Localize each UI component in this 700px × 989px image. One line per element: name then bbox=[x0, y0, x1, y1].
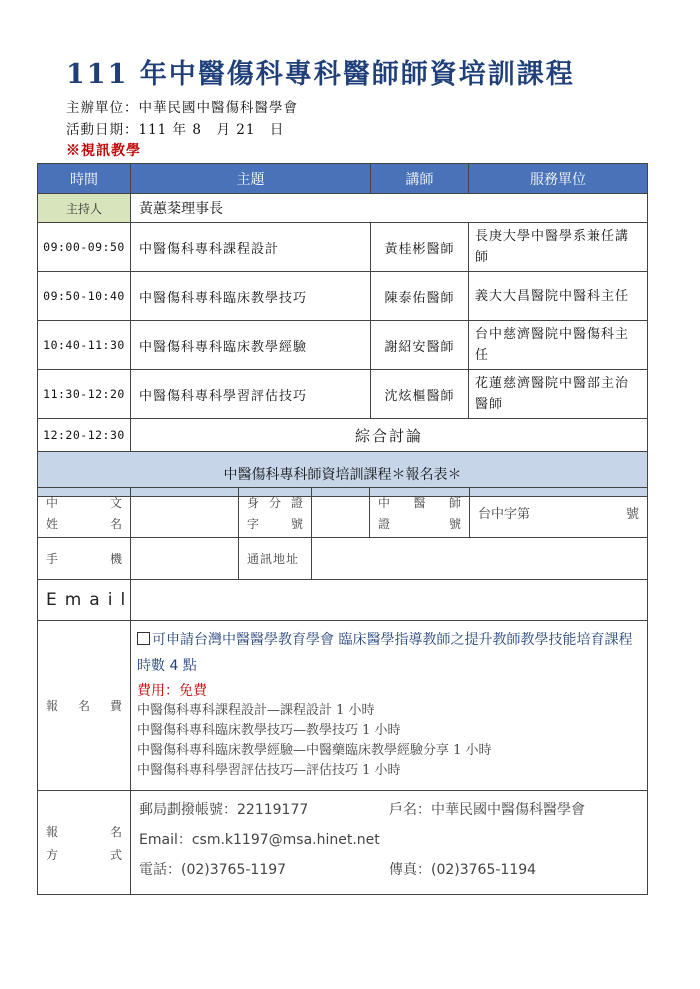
fee-cell bbox=[131, 621, 648, 791]
credit-checkbox[interactable] bbox=[137, 632, 150, 645]
fee-item: 中醫傷科專科臨床教學技巧—教學技巧 1 小時 bbox=[137, 723, 401, 738]
session-instructor: 黃桂彬醫師 bbox=[371, 223, 469, 272]
session-time: 10:40-11:30 bbox=[38, 321, 131, 370]
session-instructor: 謝紹安醫師 bbox=[371, 321, 469, 370]
contact-tel: 電話：(02)3765-1197 bbox=[139, 862, 287, 878]
fee-cost: 費用：免費 bbox=[137, 683, 207, 699]
event-date: 活動日期：111 年 8 月 21 日 bbox=[66, 122, 285, 138]
session-org: 台中慈濟醫院中醫傷科主任 bbox=[469, 321, 648, 370]
session-org: 花蓮慈濟醫院中醫部主治醫師 bbox=[469, 370, 648, 419]
fee-item: 中醫傷科專科臨床教學經驗—中醫藥臨床教學經驗分享 1 小時 bbox=[137, 743, 492, 758]
session-topic: 中醫傷科專科課程設計 bbox=[131, 223, 371, 272]
session-time: 11:30-12:20 bbox=[38, 370, 131, 419]
session-org: 長庚大學中醫學系兼任講師 bbox=[469, 223, 648, 272]
registration-form-title: 中醫傷科專科師資培訓課程＊報名表＊ bbox=[38, 452, 648, 497]
session-topic: 中醫傷科專科學習評估技巧 bbox=[131, 370, 371, 419]
id-label: 身 分 證 字 號 bbox=[239, 488, 312, 538]
host-name: 黃蕙棻理事長 bbox=[131, 194, 648, 223]
phone-label: 手 機 bbox=[38, 538, 131, 580]
account-name: 戶名：中華民國中醫傷科醫學會 bbox=[389, 802, 585, 818]
address-field[interactable] bbox=[312, 538, 648, 580]
header-topic: 主題 bbox=[131, 164, 371, 194]
postal-account: 郵局劃撥帳號：22119177 bbox=[139, 802, 309, 818]
email-label: Email bbox=[38, 580, 131, 621]
page-title: 111 年中醫傷科專科醫師師資培訓課程 bbox=[66, 59, 575, 90]
registration-form bbox=[37, 487, 648, 895]
session-instructor: 沈炫樞醫師 bbox=[371, 370, 469, 419]
fee-item: 中醫傷科專科學習評估技巧—評估技巧 1 小時 bbox=[137, 763, 401, 778]
fee-item: 中醫傷科專科課程設計—課程設計 1 小時 bbox=[137, 703, 375, 718]
session-org: 義大大昌醫院中醫科主任 bbox=[469, 272, 648, 321]
host-label: 主持人 bbox=[38, 194, 131, 223]
header-time: 時間 bbox=[38, 164, 131, 194]
header-instructor: 講師 bbox=[371, 164, 469, 194]
session-time: 09:00-09:50 bbox=[38, 223, 131, 272]
table-row bbox=[38, 321, 648, 370]
name-field[interactable] bbox=[131, 488, 239, 538]
phone-field[interactable] bbox=[131, 538, 239, 580]
cert-label: 中 醫 師 證 號 bbox=[370, 488, 470, 538]
contact-fax: 傳真：(02)3765-1194 bbox=[389, 862, 537, 878]
discussion-label: 綜合討論 bbox=[131, 419, 648, 452]
credit-text: 可申請台灣中醫醫學教育學會 臨床醫學指導教師之提升教師教學技能培育課程時數 4 點 bbox=[137, 632, 633, 674]
session-instructor: 陳泰佑醫師 bbox=[371, 272, 469, 321]
table-row bbox=[38, 272, 648, 321]
table-row bbox=[38, 370, 648, 419]
cert-field[interactable]: 台中字第 號 bbox=[470, 488, 648, 538]
organizer: 主辦單位：中華民國中醫傷科醫學會 bbox=[66, 100, 298, 116]
session-time: 09:50-10:40 bbox=[38, 272, 131, 321]
header-org: 服務單位 bbox=[469, 164, 648, 194]
online-note: ※視訊教學 bbox=[66, 143, 141, 159]
discussion-time: 12:20-12:30 bbox=[38, 419, 131, 452]
id-field[interactable] bbox=[312, 488, 370, 538]
email-field[interactable] bbox=[131, 580, 648, 621]
contact-email[interactable]: Email：csm.k1197@msa.hinet.net bbox=[139, 832, 380, 848]
name-label: 中 文 姓 名 bbox=[38, 488, 131, 538]
table-row bbox=[38, 223, 648, 272]
session-topic: 中醫傷科專科臨床教學經驗 bbox=[131, 321, 371, 370]
address-label: 通訊地址 bbox=[239, 538, 312, 580]
way-label: 報 名 方 式 bbox=[38, 791, 131, 895]
session-topic: 中醫傷科專科臨床教學技巧 bbox=[131, 272, 371, 321]
schedule-table bbox=[37, 163, 648, 497]
way-cell bbox=[131, 791, 648, 895]
fee-label: 報 名 費 bbox=[38, 621, 131, 791]
